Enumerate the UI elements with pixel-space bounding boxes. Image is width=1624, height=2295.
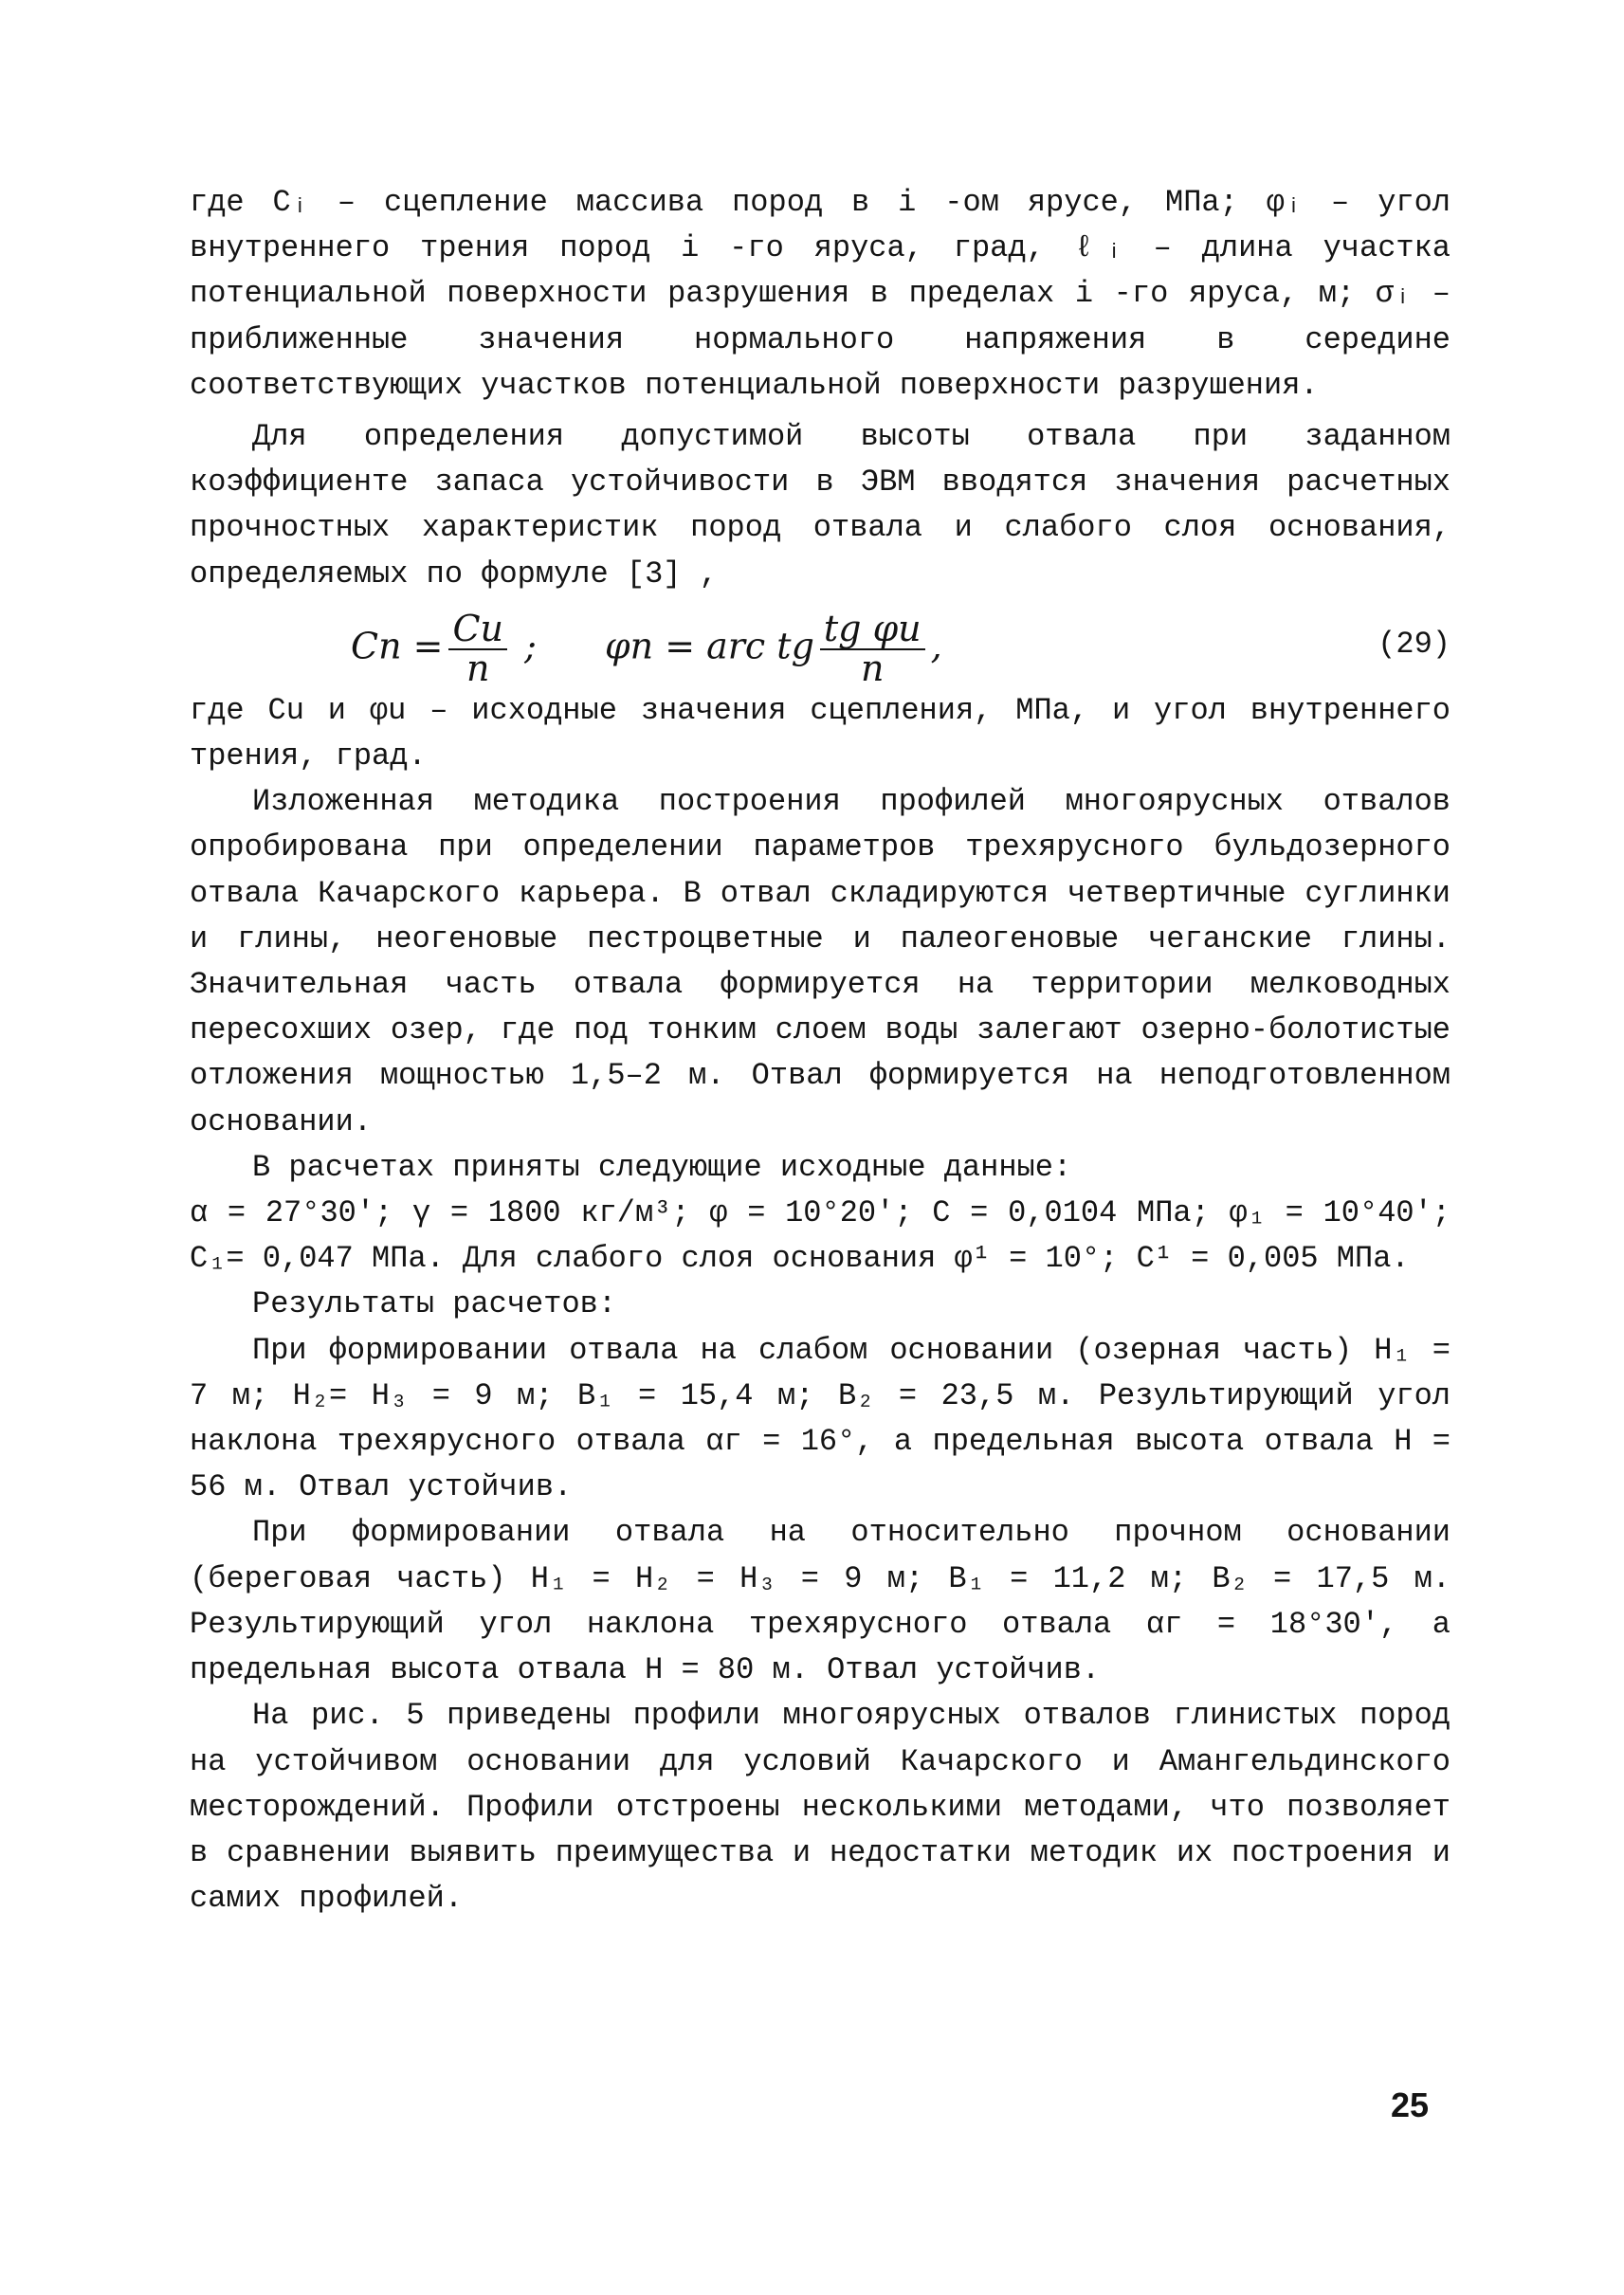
formula-29 xyxy=(190,601,1451,689)
body-text xyxy=(190,180,1451,1922)
formula-cn-numerator: Cu xyxy=(448,610,507,650)
formula-number: (29) xyxy=(1378,626,1451,662)
formula-phi-numerator: tg φu xyxy=(820,610,925,650)
paragraph-results-heading: Результаты расчетов: xyxy=(252,1286,617,1322)
formula-cn-fraction xyxy=(448,607,507,689)
formula-cn-denominator: n xyxy=(466,647,490,689)
paragraph-accepted-data-intro: В расчетах приняты следующие исходные данные: xyxy=(252,1149,1072,1185)
formula-phi-fraction xyxy=(820,607,925,689)
paragraph-accepted-data: α = 27°30′; γ = 1800 кг/м³; φ = 10°20′; C = 0,0104 МПа; φ₁ = 10°40′; C₁= 0,047 МПа. Для слабого слоя основания φ¹ = 10°; C¹ = 0,005 МПа. xyxy=(190,1195,1451,1277)
formula-semicolon: ; xyxy=(524,625,537,667)
paragraph-strong-base-results: При формировании отвала на относительно прочном основании (береговая часть) H₁ = H₂ = H₃ = 9 м; B₁ = 11,2 м; B₂ = 17,5 м. Результирующий угол наклона трехярусного отвала αг = 18°30′, а предельная высота отвала H = 80 м. Отвал устойчив. xyxy=(190,1515,1451,1688)
formula-cn-lhs: Cn = xyxy=(351,625,444,667)
formula-phi-lhs: φn = arc tg xyxy=(605,625,814,667)
paragraph-initial-values: где Cu и φu – исходные значения сцепления, МПа, и угол внутреннего трения, град. xyxy=(190,692,1451,774)
paragraph-method-testing: Изложенная методика построения профилей многоярусных отвалов опробирована при определении параметров трехярусного бульдозерного отвала Качарского карьера. В отвал складируются четвертичные суглинки и глины, неогеновые пестроцветные и палеогеновые чеганские глины. Значительная часть отвала формируется на территории мелководных пересохших озер, где под тонким слоем воды залегают озерно-болотистые отложения мощностью 1,5–2 м. Отвал формируется на неподготовленном основании. xyxy=(190,784,1451,1139)
formula-trailing-comma: , xyxy=(930,625,942,667)
formula-phi-denominator: n xyxy=(861,647,885,689)
page-number: 25 xyxy=(1390,2086,1429,2124)
paragraph-allowable-height: Для определения допустимой высоты отвала при заданном коэффициенте запаса устойчивости в ЭВМ вводятся значения расчетных прочностных характеристик пород отвала и слабого слоя основания, определяемых по формуле [3] , xyxy=(190,419,1451,592)
paragraph-weak-base-results: При формировании отвала на слабом основании (озерная часть) H₁ = 7 м; H₂= H₃ = 9 м; B₁ = 15,4 м; B₂ = 23,5 м. Результирующий угол наклона трехярусного отвала αг = 16°, а предельная высота отвала H = 56 м. Отвал устойчив. xyxy=(190,1332,1451,1505)
formula-expression xyxy=(351,607,942,689)
paragraph-definitions: где Cᵢ – сцепление массива пород в i -ом ярусе, МПа; φᵢ – угол внутреннего трения пород i -го яруса, град, ℓᵢ – длина участка потенциальной поверхности разрушения в пределах i -го яруса, м; σᵢ – приближенные значения нормального напряжения в середине соответствующих участков потенциальной поверхности разрушения. xyxy=(190,185,1451,403)
paragraph-figure-reference: На рис. 5 приведены профили многоярусных отвалов глинистых пород на устойчивом основании для условий Качарского и Амангельдинского месторождений. Профили отстроены несколькими методами, что позволяет в сравнении выявить преимущества и недостатки методик их построения и самих профилей. xyxy=(190,1698,1451,1917)
